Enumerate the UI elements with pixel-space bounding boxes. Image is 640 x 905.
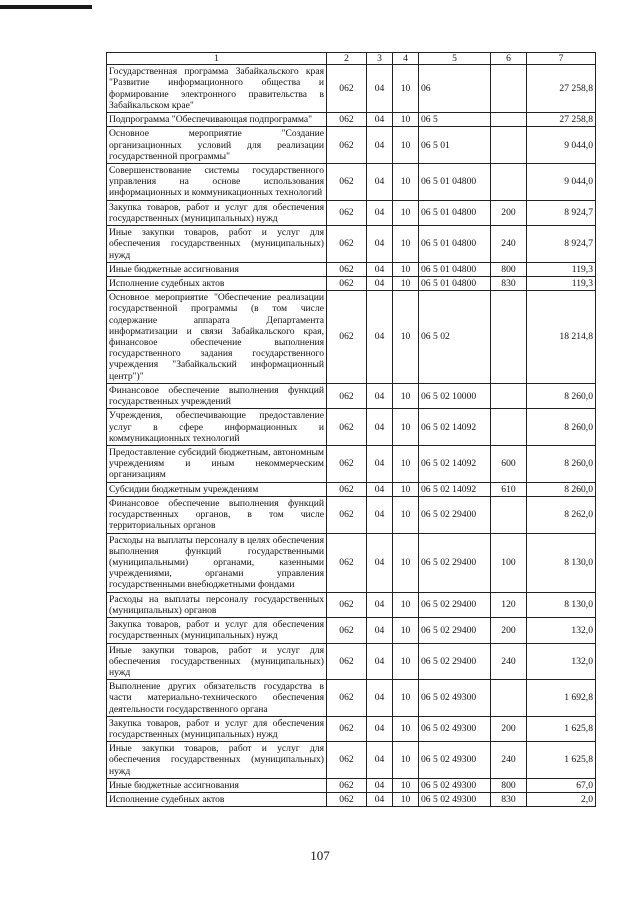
target-article-cell: 06 5 02 <box>419 291 491 384</box>
amount-cell: 8 260,0 <box>527 409 596 446</box>
row-name-cell: Расходы на выплаты персоналу государственных (муниципальных) органов <box>107 592 327 617</box>
section-cell: 04 <box>367 533 393 592</box>
admin-code-cell: 062 <box>327 113 367 127</box>
target-article-cell: 06 5 02 29400 <box>419 496 491 533</box>
amount-cell: 8 260,0 <box>527 482 596 496</box>
column-header-5: 5 <box>419 53 491 65</box>
expense-type-cell: 200 <box>491 716 527 741</box>
subsection-cell: 10 <box>393 200 419 225</box>
expense-type-cell: 830 <box>491 276 527 290</box>
table-row <box>107 618 596 643</box>
section-cell: 04 <box>367 643 393 680</box>
subsection-cell: 10 <box>393 127 419 164</box>
expense-type-cell <box>491 127 527 164</box>
column-header-3: 3 <box>367 53 393 65</box>
expense-type-cell: 800 <box>491 262 527 276</box>
section-cell: 04 <box>367 496 393 533</box>
expense-type-cell <box>491 409 527 446</box>
table-header-row <box>107 53 596 65</box>
admin-code-cell: 062 <box>327 446 367 483</box>
subsection-cell: 10 <box>393 592 419 617</box>
expense-type-cell <box>491 65 527 113</box>
table-row <box>107 496 596 533</box>
admin-code-cell: 062 <box>327 778 367 792</box>
expense-type-cell <box>491 680 527 717</box>
admin-code-cell: 062 <box>327 226 367 263</box>
target-article-cell: 06 5 01 04800 <box>419 226 491 263</box>
row-name-cell: Исполнение судебных актов <box>107 276 327 290</box>
amount-cell: 18 214,8 <box>527 291 596 384</box>
subsection-cell: 10 <box>393 409 419 446</box>
target-article-cell: 06 <box>419 65 491 113</box>
section-cell: 04 <box>367 592 393 617</box>
amount-cell: 1 625,8 <box>527 742 596 779</box>
table-row <box>107 793 596 807</box>
table-row <box>107 592 596 617</box>
section-cell: 04 <box>367 262 393 276</box>
subsection-cell: 10 <box>393 291 419 384</box>
target-article-cell: 06 5 02 49300 <box>419 793 491 807</box>
admin-code-cell: 062 <box>327 65 367 113</box>
admin-code-cell: 062 <box>327 276 367 290</box>
target-article-cell: 06 5 02 29400 <box>419 533 491 592</box>
row-name-cell: Закупка товаров, работ и услуг для обеспечения государственных (муниципальных) нужд <box>107 618 327 643</box>
section-cell: 04 <box>367 291 393 384</box>
row-name-cell: Иные закупки товаров, работ и услуг для обеспечения государственных (муниципальных) нужд <box>107 643 327 680</box>
admin-code-cell: 062 <box>327 383 367 408</box>
expense-type-cell <box>491 113 527 127</box>
subsection-cell: 10 <box>393 618 419 643</box>
subsection-cell: 10 <box>393 262 419 276</box>
subsection-cell: 10 <box>393 742 419 779</box>
expense-type-cell: 610 <box>491 482 527 496</box>
subsection-cell: 10 <box>393 680 419 717</box>
budget-table <box>106 52 596 807</box>
section-cell: 04 <box>367 716 393 741</box>
admin-code-cell: 062 <box>327 409 367 446</box>
table-row <box>107 291 596 384</box>
admin-code-cell: 062 <box>327 592 367 617</box>
section-cell: 04 <box>367 127 393 164</box>
row-name-cell: Учреждения, обеспечивающие предоставление услуг в сфере информационных и коммуникационных технологий <box>107 409 327 446</box>
row-name-cell: Исполнение судебных актов <box>107 793 327 807</box>
subsection-cell: 10 <box>393 163 419 200</box>
expense-type-cell: 100 <box>491 533 527 592</box>
expense-type-cell <box>491 291 527 384</box>
subsection-cell: 10 <box>393 496 419 533</box>
table-row <box>107 383 596 408</box>
target-article-cell: 06 5 01 04800 <box>419 163 491 200</box>
row-name-cell: Иные закупки товаров, работ и услуг для обеспечения государственных (муниципальных) нужд <box>107 226 327 263</box>
amount-cell: 8 260,0 <box>527 446 596 483</box>
table-row <box>107 716 596 741</box>
table-row <box>107 113 596 127</box>
amount-cell: 2,0 <box>527 793 596 807</box>
target-article-cell: 06 5 01 <box>419 127 491 164</box>
row-name-cell: Предоставление субсидий бюджетным, автономным учреждениям и иным некоммерческим организациям <box>107 446 327 483</box>
amount-cell: 8 130,0 <box>527 533 596 592</box>
amount-cell: 8 130,0 <box>527 592 596 617</box>
target-article-cell: 06 5 01 04800 <box>419 276 491 290</box>
amount-cell: 27 258,8 <box>527 113 596 127</box>
target-article-cell: 06 5 <box>419 113 491 127</box>
target-article-cell: 06 5 02 14092 <box>419 482 491 496</box>
admin-code-cell: 062 <box>327 680 367 717</box>
section-cell: 04 <box>367 409 393 446</box>
admin-code-cell: 062 <box>327 643 367 680</box>
amount-cell: 119,3 <box>527 262 596 276</box>
section-cell: 04 <box>367 200 393 225</box>
table-row <box>107 262 596 276</box>
admin-code-cell: 062 <box>327 716 367 741</box>
column-header-7: 7 <box>527 53 596 65</box>
admin-code-cell: 062 <box>327 127 367 164</box>
subsection-cell: 10 <box>393 793 419 807</box>
page-number: 107 <box>310 848 330 863</box>
admin-code-cell: 062 <box>327 793 367 807</box>
row-name-cell: Субсидии бюджетным учреждениям <box>107 482 327 496</box>
subsection-cell: 10 <box>393 65 419 113</box>
table-row <box>107 680 596 717</box>
column-header-1: 1 <box>107 53 327 65</box>
amount-cell: 8 924,7 <box>527 226 596 263</box>
admin-code-cell: 062 <box>327 496 367 533</box>
admin-code-cell: 062 <box>327 742 367 779</box>
target-article-cell: 06 5 02 29400 <box>419 618 491 643</box>
subsection-cell: 10 <box>393 226 419 263</box>
expense-type-cell: 600 <box>491 446 527 483</box>
expense-type-cell <box>491 163 527 200</box>
row-name-cell: Государственная программа Забайкальского края "Развитие информационного общества и формирование электронного правительства в Забайкальском крае" <box>107 65 327 113</box>
subsection-cell: 10 <box>393 482 419 496</box>
amount-cell: 8 924,7 <box>527 200 596 225</box>
target-article-cell: 06 5 02 49300 <box>419 742 491 779</box>
target-article-cell: 06 5 02 14092 <box>419 446 491 483</box>
amount-cell: 132,0 <box>527 618 596 643</box>
amount-cell: 27 258,8 <box>527 65 596 113</box>
table-row <box>107 446 596 483</box>
amount-cell: 67,0 <box>527 778 596 792</box>
subsection-cell: 10 <box>393 446 419 483</box>
target-article-cell: 06 5 02 29400 <box>419 643 491 680</box>
target-article-cell: 06 5 02 14092 <box>419 409 491 446</box>
table-row <box>107 533 596 592</box>
row-name-cell: Выполнение других обязательств государства в части материально-технического обеспечения деятельности государственного органа <box>107 680 327 717</box>
table-row <box>107 65 596 113</box>
amount-cell: 9 044,0 <box>527 127 596 164</box>
admin-code-cell: 062 <box>327 163 367 200</box>
section-cell: 04 <box>367 680 393 717</box>
admin-code-cell: 062 <box>327 262 367 276</box>
subsection-cell: 10 <box>393 778 419 792</box>
row-name-cell: Закупка товаров, работ и услуг для обеспечения государственных (муниципальных) нужд <box>107 716 327 741</box>
admin-code-cell: 062 <box>327 618 367 643</box>
expense-type-cell: 120 <box>491 592 527 617</box>
row-name-cell: Основное мероприятие "Создание организационных условий для реализации государственной программы" <box>107 127 327 164</box>
subsection-cell: 10 <box>393 643 419 680</box>
top-rule <box>0 5 92 9</box>
table-row <box>107 226 596 263</box>
section-cell: 04 <box>367 482 393 496</box>
section-cell: 04 <box>367 446 393 483</box>
section-cell: 04 <box>367 276 393 290</box>
table-row <box>107 409 596 446</box>
section-cell: 04 <box>367 778 393 792</box>
table-row <box>107 482 596 496</box>
target-article-cell: 06 5 02 49300 <box>419 680 491 717</box>
column-header-2: 2 <box>327 53 367 65</box>
section-cell: 04 <box>367 742 393 779</box>
row-name-cell: Иные бюджетные ассигнования <box>107 778 327 792</box>
amount-cell: 8 260,0 <box>527 383 596 408</box>
row-name-cell: Финансовое обеспечение выполнения функций государственных органов, в том числе территориальных органов <box>107 496 327 533</box>
expense-type-cell: 240 <box>491 742 527 779</box>
row-name-cell: Иные закупки товаров, работ и услуг для обеспечения государственных (муниципальных) нужд <box>107 742 327 779</box>
table-row <box>107 127 596 164</box>
expense-type-cell <box>491 496 527 533</box>
admin-code-cell: 062 <box>327 482 367 496</box>
section-cell: 04 <box>367 113 393 127</box>
row-name-cell: Совершенствование системы государственного управления на основе использования информационных и коммуникационных технологий <box>107 163 327 200</box>
subsection-cell: 10 <box>393 113 419 127</box>
admin-code-cell: 062 <box>327 200 367 225</box>
row-name-cell: Финансовое обеспечение выполнения функций государственных учреждений <box>107 383 327 408</box>
admin-code-cell: 062 <box>327 533 367 592</box>
expense-type-cell: 240 <box>491 643 527 680</box>
subsection-cell: 10 <box>393 533 419 592</box>
target-article-cell: 06 5 02 49300 <box>419 716 491 741</box>
table-row <box>107 163 596 200</box>
section-cell: 04 <box>367 65 393 113</box>
row-name-cell: Расходы на выплаты персоналу в целях обеспечения выполнения функций государственными (муниципальными) органами, казенными учреждениями, органами управления государственными внебюджетными фондами <box>107 533 327 592</box>
column-header-4: 4 <box>393 53 419 65</box>
table-body <box>107 65 596 807</box>
expense-type-cell: 200 <box>491 618 527 643</box>
target-article-cell: 06 5 02 29400 <box>419 592 491 617</box>
table-row <box>107 276 596 290</box>
admin-code-cell: 062 <box>327 291 367 384</box>
target-article-cell: 06 5 01 04800 <box>419 262 491 276</box>
target-article-cell: 06 5 02 49300 <box>419 778 491 792</box>
row-name-cell: Иные бюджетные ассигнования <box>107 262 327 276</box>
table-row <box>107 778 596 792</box>
expense-type-cell: 830 <box>491 793 527 807</box>
amount-cell: 119,3 <box>527 276 596 290</box>
row-name-cell: Основное мероприятие "Обеспечение реализации государственной программы (в том числе содержание аппарата Департамента информатизации и связи Забайкальского края, финансовое обеспечение выполнения государственного задания государственного учреждения "Забайкальский информационный центр")" <box>107 291 327 384</box>
expense-type-cell: 240 <box>491 226 527 263</box>
section-cell: 04 <box>367 793 393 807</box>
section-cell: 04 <box>367 383 393 408</box>
amount-cell: 132,0 <box>527 643 596 680</box>
section-cell: 04 <box>367 163 393 200</box>
table-row <box>107 742 596 779</box>
target-article-cell: 06 5 02 10000 <box>419 383 491 408</box>
expense-type-cell <box>491 383 527 408</box>
subsection-cell: 10 <box>393 383 419 408</box>
amount-cell: 1 625,8 <box>527 716 596 741</box>
amount-cell: 1 692,8 <box>527 680 596 717</box>
amount-cell: 9 044,0 <box>527 163 596 200</box>
row-name-cell: Закупка товаров, работ и услуг для обеспечения государственных (муниципальных) нужд <box>107 200 327 225</box>
expense-type-cell: 200 <box>491 200 527 225</box>
table-row <box>107 643 596 680</box>
section-cell: 04 <box>367 618 393 643</box>
subsection-cell: 10 <box>393 716 419 741</box>
row-name-cell: Подпрограмма "Обеспечивающая подпрограмма" <box>107 113 327 127</box>
amount-cell: 8 262,0 <box>527 496 596 533</box>
subsection-cell: 10 <box>393 276 419 290</box>
table-row <box>107 200 596 225</box>
expense-type-cell: 800 <box>491 778 527 792</box>
column-header-6: 6 <box>491 53 527 65</box>
section-cell: 04 <box>367 226 393 263</box>
target-article-cell: 06 5 01 04800 <box>419 200 491 225</box>
